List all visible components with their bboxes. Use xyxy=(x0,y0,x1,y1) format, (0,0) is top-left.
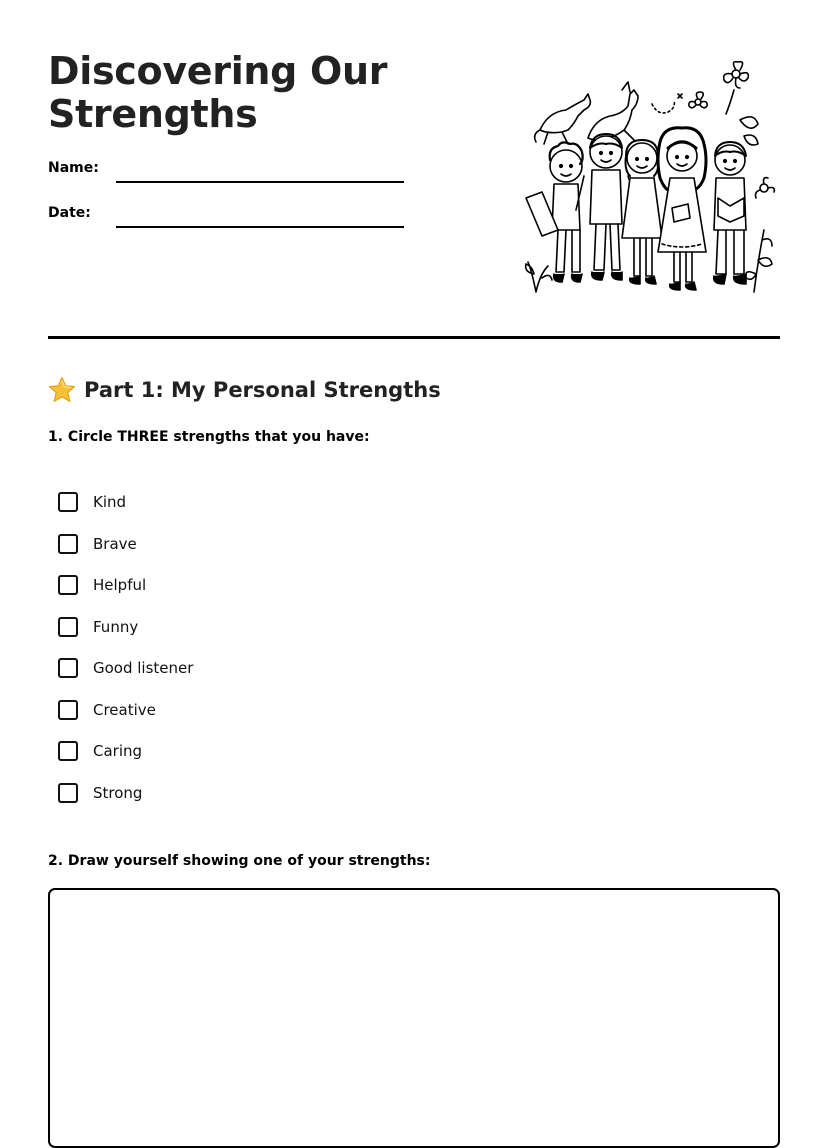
child-3 xyxy=(622,140,662,284)
option-label: Strong xyxy=(93,784,143,802)
name-label: Name: xyxy=(48,160,99,176)
star-icon xyxy=(48,376,76,404)
checkbox[interactable] xyxy=(58,700,78,720)
option-label: Helpful xyxy=(93,576,147,594)
children-illustration xyxy=(518,60,778,304)
flower-top-right xyxy=(724,62,749,114)
question-2: 2. Draw yourself showing one of your strengths: xyxy=(48,853,431,869)
kangaroo-left xyxy=(535,94,591,144)
title-line-2: Strengths xyxy=(48,92,258,136)
option-label: Brave xyxy=(93,535,137,553)
option-caring[interactable] xyxy=(58,739,142,763)
sparkle xyxy=(678,94,682,98)
part1-heading xyxy=(48,374,441,406)
option-label: Kind xyxy=(93,493,127,511)
checkbox[interactable] xyxy=(58,783,78,803)
checkbox[interactable] xyxy=(58,534,78,554)
name-field[interactable] xyxy=(116,181,404,183)
checkbox[interactable] xyxy=(58,617,78,637)
plant-right xyxy=(746,178,775,292)
plant-left xyxy=(526,262,552,292)
option-label: Funny xyxy=(93,618,139,636)
leaf-right xyxy=(740,117,758,145)
child-4 xyxy=(658,128,706,290)
child-1 xyxy=(526,142,583,282)
page-title xyxy=(48,50,387,136)
child-5 xyxy=(714,142,746,284)
date-field[interactable] xyxy=(116,226,404,228)
question-1: 1. Circle THREE strengths that you have: xyxy=(48,429,370,445)
dotted-trail xyxy=(652,100,674,113)
part1-title: Part 1: My Personal Strengths xyxy=(84,378,441,402)
option-label: Caring xyxy=(93,742,143,760)
option-brave[interactable] xyxy=(58,532,137,556)
option-label: Creative xyxy=(93,701,156,719)
section-divider xyxy=(48,336,780,339)
title-line-1: Discovering Our xyxy=(48,49,388,93)
option-strong[interactable] xyxy=(58,781,142,805)
option-creative[interactable] xyxy=(58,698,156,722)
checkbox[interactable] xyxy=(58,741,78,761)
flower-small xyxy=(689,92,707,108)
option-good-listener[interactable] xyxy=(58,656,193,680)
checkbox[interactable] xyxy=(58,658,78,678)
checkbox[interactable] xyxy=(58,492,78,512)
option-label: Good listener xyxy=(93,659,194,677)
option-helpful[interactable] xyxy=(58,573,146,597)
checkbox[interactable] xyxy=(58,575,78,595)
drawing-area[interactable] xyxy=(48,888,780,1148)
option-funny[interactable] xyxy=(58,615,138,639)
option-kind[interactable] xyxy=(58,490,126,514)
date-label: Date: xyxy=(48,205,91,221)
